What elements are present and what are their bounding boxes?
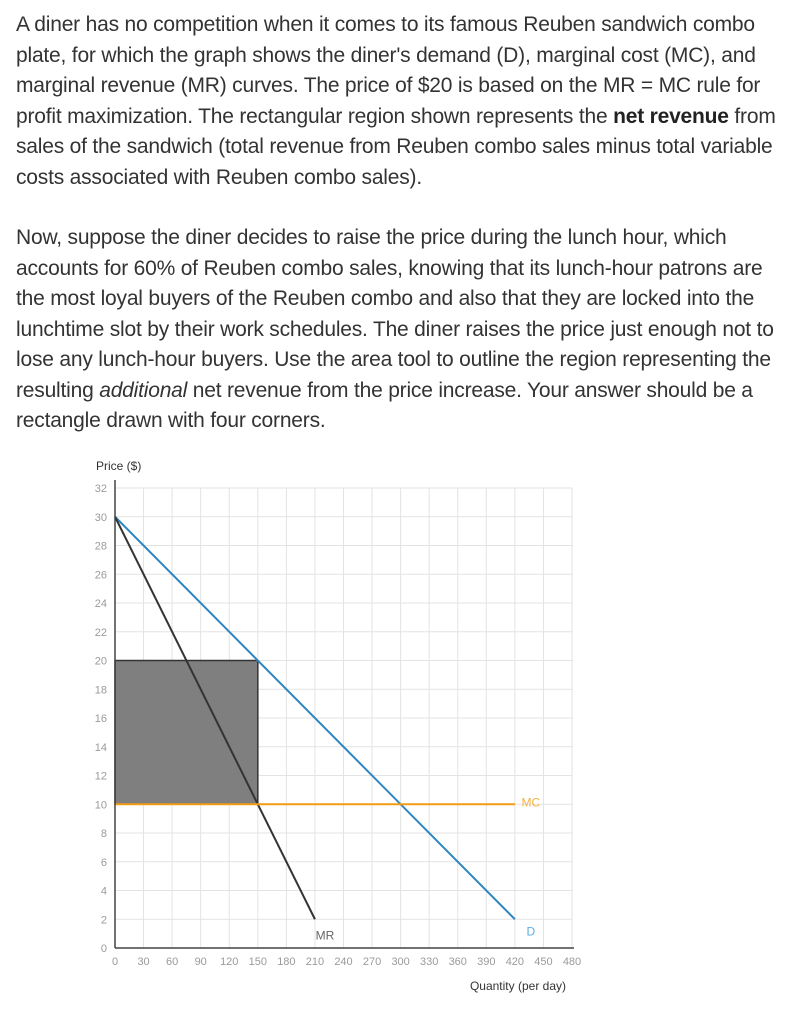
x-tick-label: 0 xyxy=(111,956,119,968)
mc-label: MC xyxy=(521,795,541,810)
y-tick-label: 14 xyxy=(94,741,107,754)
question-text xyxy=(16,10,776,437)
y-tick-label: 16 xyxy=(94,713,107,725)
x-tick-label: 390 xyxy=(477,956,496,968)
y-tick-label: 18 xyxy=(94,684,107,697)
y-tick-label: 6 xyxy=(100,856,107,869)
y-tick-label: 22 xyxy=(94,626,107,639)
y-tick-label: 12 xyxy=(94,770,107,783)
y-tick-label: 28 xyxy=(94,540,107,553)
y-tick-label: 0 xyxy=(100,943,107,955)
net-revenue-region xyxy=(115,661,258,805)
y-tick-label: 4 xyxy=(100,885,107,898)
x-tick-label: 90 xyxy=(194,956,207,968)
y-tick-label: 2 xyxy=(100,914,107,927)
y-tick-label: 10 xyxy=(94,799,107,812)
bold-term: net revenue xyxy=(613,104,729,128)
x-tick-label: 420 xyxy=(505,956,525,968)
y-axis-title: Price ($) xyxy=(96,459,142,473)
x-tick-label: 120 xyxy=(220,956,239,968)
question-paragraph-2: Now, suppose the diner decides to raise the price during the lunch hour, which accounts for 60% of Reuben combo sales, knowing that its lunch-hour patrons are the most loyal buyers of the Reuben combo and also that they are locked into the lunchtime slot by their work schedules. The diner raises the price just enough not to lose any lunch-hour buyers. Use the area tool to outline the region representing the resulting additional net revenue from the price increase. Your answer should be a rectangle drawn with four corners. xyxy=(16,226,774,432)
y-tick-label: 26 xyxy=(94,569,107,582)
question-paragraph-1: A diner has no competition when it comes to its famous Reuben sandwich combo plate, for which the graph shows the diner's demand (D), marginal cost (MC), and marginal revenue (MR) curves. The price of $20 is based on the MR = MC rule for profit maximization. The rectangular region shown represents the net revenue from sales of the sandwich (total revenue from Reuben combo sales minus total variable costs associated with Reuben combo sales). xyxy=(16,13,776,189)
y-tick-label: 20 xyxy=(94,655,107,668)
shaded-region-layer xyxy=(115,661,258,805)
x-tick-label: 480 xyxy=(562,956,582,968)
x-tick-label: 330 xyxy=(420,956,439,968)
x-tick-label: 210 xyxy=(305,956,325,968)
italic-term: additional xyxy=(99,378,188,402)
x-tick-label: 60 xyxy=(166,956,179,968)
x-tick-label: 30 xyxy=(137,956,150,968)
x-tick-label: 300 xyxy=(391,956,410,968)
x-tick-label: 240 xyxy=(334,956,353,968)
x-tick-label: 150 xyxy=(248,956,267,968)
mr-label: MR xyxy=(315,928,335,943)
x-tick-label: 270 xyxy=(362,956,382,968)
x-tick-label: 180 xyxy=(277,956,296,968)
x-tick-label: 450 xyxy=(534,956,553,968)
y-tick-label: 32 xyxy=(94,483,107,495)
d-label: D xyxy=(526,924,536,939)
y-tick-label: 24 xyxy=(94,598,107,610)
x-axis-title: Quantity (per day) xyxy=(469,979,566,993)
x-tick-label: 360 xyxy=(448,956,467,968)
y-tick-label: 8 xyxy=(100,828,107,840)
economics-graph[interactable] xyxy=(0,448,804,1008)
y-tick-label: 30 xyxy=(94,511,107,524)
